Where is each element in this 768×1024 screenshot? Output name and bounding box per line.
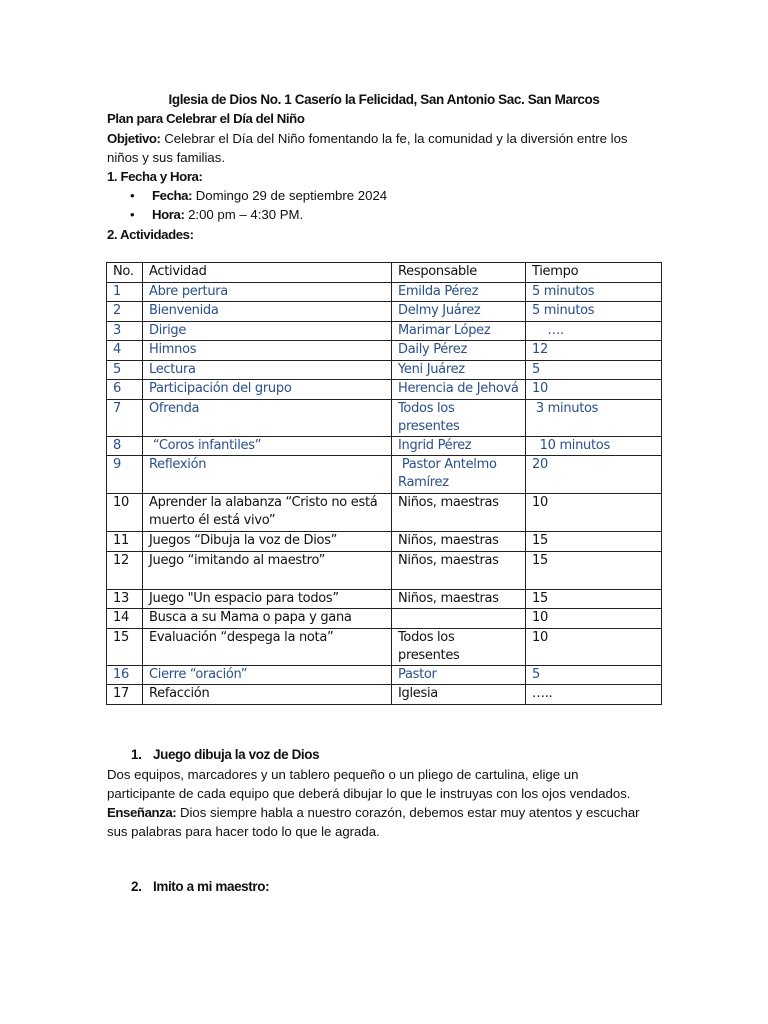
cell-tiempo: 10 <box>526 609 662 629</box>
table-row <box>107 380 662 400</box>
table-row <box>107 589 662 609</box>
table-header-responsable: Responsable <box>392 263 526 283</box>
cell-no: 4 <box>107 341 143 361</box>
cell-actividad: Himnos <box>143 341 392 361</box>
table-header-actividad: Actividad <box>143 263 392 283</box>
activities-table <box>106 262 662 705</box>
ensenanza-text: Dios siempre habla a nuestro corazón, debemos estar muy atentos y escuchar <box>176 805 640 820</box>
activities-table-body <box>107 263 662 705</box>
table-row <box>107 494 662 532</box>
cell-actividad: Juego "Un espacio para todos” <box>143 589 392 609</box>
cell-responsable: Herencia de Jehová <box>392 380 526 400</box>
table-header-tiempo: Tiempo <box>526 263 662 283</box>
table-row <box>107 551 662 589</box>
table-row <box>107 628 662 665</box>
cell-actividad: Busca a su Mama o papa y gana <box>143 609 392 629</box>
cell-actividad: Juegos “Dibuja la voz de Dios” <box>143 532 392 552</box>
cell-tiempo: 10 minutos <box>526 436 662 456</box>
table-header-row <box>107 263 662 283</box>
table-row <box>107 302 662 322</box>
table-header-no: No. <box>107 263 143 283</box>
table-row <box>107 321 662 341</box>
table-row <box>107 609 662 629</box>
table-row <box>107 360 662 380</box>
cell-responsable: Iglesia <box>392 685 526 705</box>
game1-title: Juego dibuja la voz de Dios <box>153 747 320 762</box>
cell-tiempo: ….. <box>526 685 662 705</box>
cell-responsable: Niños, maestras <box>392 494 526 532</box>
cell-actividad: Participación del grupo <box>143 380 392 400</box>
cell-responsable: Pastor <box>392 665 526 685</box>
cell-no: 17 <box>107 685 143 705</box>
cell-tiempo: 10 <box>526 380 662 400</box>
ensenanza-label: Enseñanza: <box>107 805 177 820</box>
objetivo-text: Celebrar el Día del Niño fomentando la fe, la comunidad y la diversión entre los <box>160 131 628 146</box>
cell-no: 16 <box>107 665 143 685</box>
cell-no: 14 <box>107 609 143 629</box>
objetivo-text-cont: niños y sus familias. <box>107 150 225 165</box>
cell-tiempo: 15 <box>526 589 662 609</box>
table-row <box>107 665 662 685</box>
objetivo-label: Objetivo: <box>107 131 161 146</box>
cell-actividad: Refacción <box>143 685 392 705</box>
hora-label: Hora: <box>152 207 185 222</box>
table-row <box>107 282 662 302</box>
cell-tiempo: 20 <box>526 456 662 494</box>
table-row <box>107 436 662 456</box>
cell-tiempo: 5 <box>526 665 662 685</box>
cell-responsable: Delmy Juárez <box>392 302 526 322</box>
cell-tiempo: 10 <box>526 628 662 665</box>
fecha-label: Fecha: <box>152 188 193 203</box>
cell-no: 13 <box>107 589 143 609</box>
cell-actividad: Evaluación “despega la nota” <box>143 628 392 665</box>
bullet-icon: • <box>130 207 135 222</box>
cell-actividad: Ofrenda <box>143 399 392 436</box>
cell-responsable: Emilda Pérez <box>392 282 526 302</box>
cell-tiempo: 10 <box>526 494 662 532</box>
cell-responsable: Marimar López <box>392 321 526 341</box>
cell-responsable: Niños, maestras <box>392 551 526 589</box>
cell-actividad: Cierre “oración” <box>143 665 392 685</box>
table-row <box>107 341 662 361</box>
hora-value: 2:00 pm – 4:30 PM. <box>184 207 304 222</box>
cell-tiempo: 12 <box>526 341 662 361</box>
cell-responsable: Todos los presentes <box>392 628 526 665</box>
cell-no: 6 <box>107 380 143 400</box>
cell-no: 10 <box>107 494 143 532</box>
game1-description <box>107 765 667 841</box>
section2-heading: 2. Actividades: <box>107 227 194 242</box>
game2-title: Imito a mi maestro: <box>153 879 270 894</box>
cell-responsable: Niños, maestras <box>392 589 526 609</box>
game1-text-line1: Dos equipos, marcadores y un tablero pequeño o un pliego de cartulina, elige un <box>107 767 579 782</box>
game2-number: 2. <box>131 879 142 894</box>
table-row <box>107 532 662 552</box>
cell-tiempo: 5 minutos <box>526 282 662 302</box>
cell-tiempo: 15 <box>526 532 662 552</box>
cell-no: 8 <box>107 436 143 456</box>
cell-responsable <box>392 609 526 629</box>
cell-tiempo: 5 minutos <box>526 302 662 322</box>
table-row <box>107 685 662 705</box>
cell-no: 3 <box>107 321 143 341</box>
cell-responsable: Ingrid Pérez <box>392 436 526 456</box>
cell-actividad: Dirige <box>143 321 392 341</box>
ensenanza-text-cont: sus palabras para hacer todo lo que le agrada. <box>107 824 380 839</box>
cell-tiempo: 5 <box>526 360 662 380</box>
plan-heading: Plan para Celebrar el Día del Niño <box>107 111 305 126</box>
cell-responsable: Todos los presentes <box>392 399 526 436</box>
objetivo-line <box>107 131 628 146</box>
fecha-bullet <box>130 188 387 203</box>
cell-responsable: Pastor Antelmo Ramírez <box>392 456 526 494</box>
cell-no: 2 <box>107 302 143 322</box>
cell-actividad: Bienvenida <box>143 302 392 322</box>
cell-no: 5 <box>107 360 143 380</box>
cell-no: 15 <box>107 628 143 665</box>
cell-no: 9 <box>107 456 143 494</box>
cell-no: 7 <box>107 399 143 436</box>
cell-responsable: Niños, maestras <box>392 532 526 552</box>
bullet-icon: • <box>130 188 135 203</box>
cell-actividad: Aprender la alabanza “Cristo no está muerto él está vivo” <box>143 494 392 532</box>
section1-heading: 1. Fecha y Hora: <box>107 169 203 184</box>
cell-actividad: Abre pertura <box>143 282 392 302</box>
hora-bullet <box>130 207 303 222</box>
fecha-value: Domingo 29 de septiembre 2024 <box>192 188 388 203</box>
cell-tiempo: 3 minutos <box>526 399 662 436</box>
cell-tiempo: …. <box>526 321 662 341</box>
cell-tiempo: 15 <box>526 551 662 589</box>
cell-actividad: Lectura <box>143 360 392 380</box>
cell-actividad: Reflexión <box>143 456 392 494</box>
document-title: Iglesia de Dios No. 1 Caserío la Felicidad, San Antonio Sac. San Marcos <box>168 92 600 107</box>
table-row <box>107 456 662 494</box>
cell-actividad: Juego “imitando al maestro” <box>143 551 392 589</box>
cell-actividad: “Coros infantiles” <box>143 436 392 456</box>
game1-text-line2: participante de cada equipo que deberá dibujar lo que le instruyas con los ojos vendados. <box>107 786 631 801</box>
cell-responsable: Daily Pérez <box>392 341 526 361</box>
ensenanza-line <box>107 803 667 822</box>
cell-no: 1 <box>107 282 143 302</box>
game1-number: 1. <box>131 747 142 762</box>
cell-no: 12 <box>107 551 143 589</box>
cell-responsable: Yeni Juárez <box>392 360 526 380</box>
cell-no: 11 <box>107 532 143 552</box>
table-row <box>107 399 662 436</box>
